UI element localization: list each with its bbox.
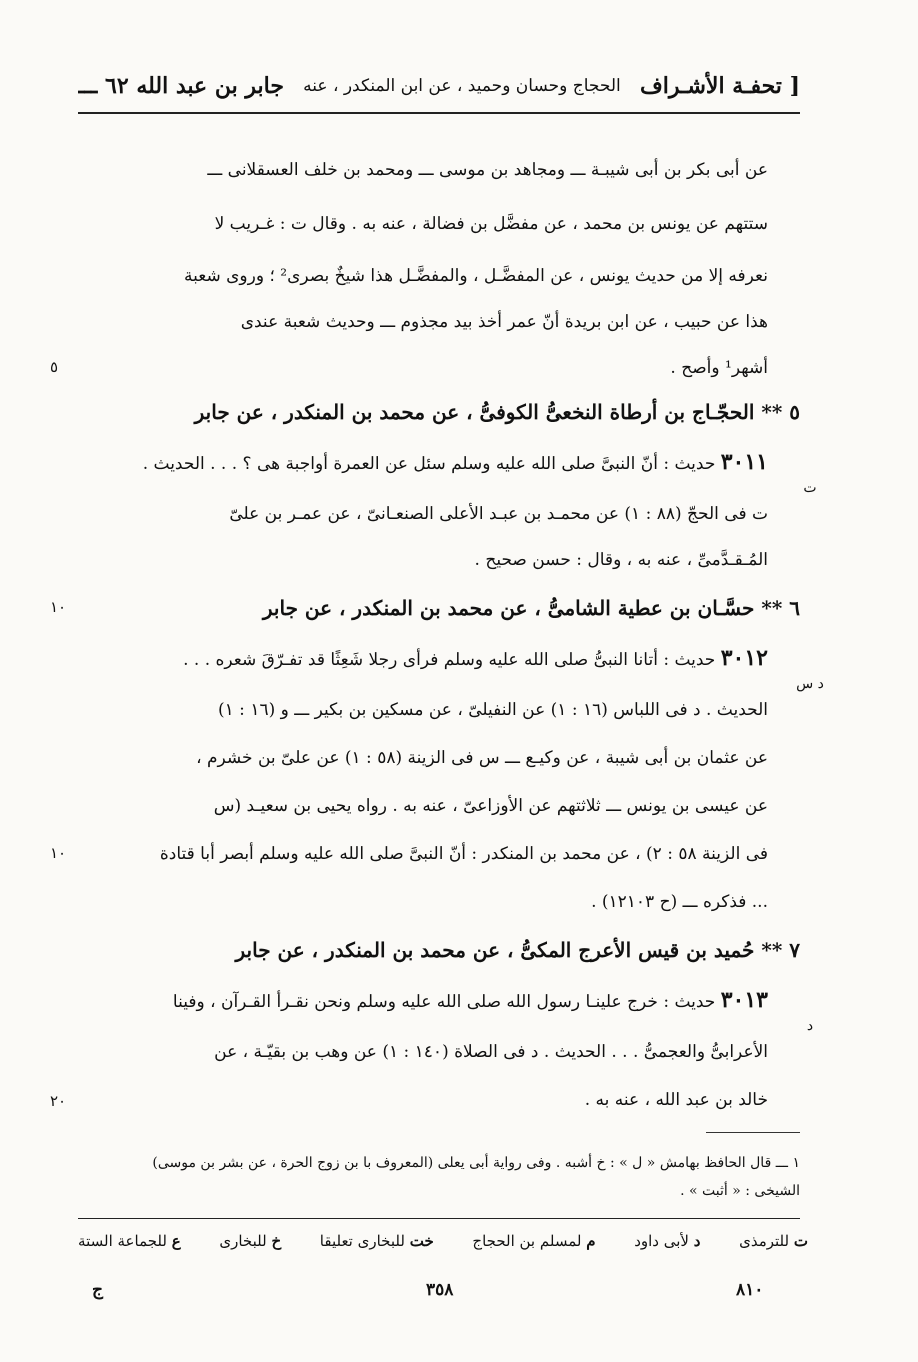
legend-code: خت (409, 1232, 434, 1250)
margin-code: د س (796, 676, 824, 692)
section-heading-text: حسَّـان بن عطية الشامىُّ ، عن محمد بن المنكدر ، عن جابر (262, 596, 755, 620)
legend-item (739, 1232, 808, 1262)
section-heading-text: الحجّـاج بن أرطاة النخعىُّ الكوفىُّ ، عن محمد بن المنكدر ، عن جابر (194, 400, 755, 424)
hadith-line: المُـقـدَّمىِّ ، عنه به ، وقال : حسن صحيح . (474, 550, 768, 570)
line-number: ٥ (50, 358, 59, 376)
legend-text: للترمذى (739, 1232, 790, 1250)
legend-code: ت (793, 1232, 808, 1250)
section-marker: ٧ ** (761, 938, 800, 962)
line-number: ٢٠ (50, 1092, 67, 1110)
legend-text: للجماعة الستة (78, 1232, 167, 1250)
legend-code: د (693, 1232, 701, 1250)
legend-text: لأبى داود (634, 1232, 689, 1250)
hadith-line: الحديث . د فى اللباس (١٦ : ١) عن النفيلىّ ، عن مسكين بن بكير ـــ و (١٦ : ١) (218, 700, 768, 720)
page-number-right: ٨١٠ (736, 1280, 764, 1300)
legend-code: خ (271, 1232, 282, 1250)
margin-code: د (806, 1018, 814, 1034)
hadith-text: حديث : أتانا النبىُّ صلى الله عليه وسلم فرأى رجلا شَعِثًا قد تفـرّقَ شعره . . . (183, 650, 716, 670)
legend-item (78, 1232, 181, 1262)
abbreviation-legend (78, 1232, 808, 1262)
hadith-line: خالد بن عبد الله ، عنه به . (584, 1090, 768, 1110)
hadith-line: عن عثمان بن أبى شيبة ، عن وكيـع ـــ س فى الزينة (٥٨ : ١) عن علىّ بن خشرم ، (196, 748, 768, 768)
hadith-line: ... فذكره ـــ (ح ١٢١٠٣) . (591, 892, 768, 912)
section-heading (78, 930, 800, 970)
hadith-text: حديث : أنّ النبىَّ صلى الله عليه وسلم سئل عن العمرة أواجبة هى ؟ . . . الحديث . (142, 454, 716, 474)
hadith-line: فى الزينة ٥٨ : ٢) ، عن محمد بن المنكدر : أنّ النبىَّ صلى الله عليه وسلم أبصر أبا قتادة (159, 844, 768, 864)
line-number: ١٠ (50, 844, 67, 862)
page-number-center: ٣٥٨ (426, 1280, 454, 1300)
body-line: أشهر¹ وأصح . (670, 358, 768, 378)
legend-text: لمسلم بن الحجاج (472, 1232, 582, 1250)
legend-item (320, 1232, 434, 1262)
footnote-line: ١ ـــ قال الحافظ بهامش « ل » : خ أشبه . وفى رواية أبى يعلى (المعروف با بن زوج الحرة ، عن بشر بن موسى) (152, 1155, 800, 1171)
margin-code: ت (803, 480, 817, 496)
page-number-left: ج (92, 1280, 103, 1300)
line-number: ١٠ (50, 598, 67, 616)
legend-code: م (586, 1232, 596, 1250)
section-marker: ٦ ** (761, 596, 800, 620)
header-middle: الحجاج وحسان وحميد ، عن ابن المنكدر ، عنه (303, 76, 621, 96)
section-marker: ٥ ** (761, 400, 800, 424)
hadith-line: الأعرابىُّ والعجمىُّ . . . الحديث . د فى الصلاة (١٤٠ : ١) عن وهب بن بقيّـة ، عن (214, 1042, 768, 1062)
body-line: ستتهم عن يونس بن محمد ، عن مفضَّل بن فضالة ، عنه به . وقال ت : غـريب لا (214, 214, 768, 234)
footnote-line: الشيخى : « أثبت » . (680, 1183, 800, 1199)
hadith-number: ٣٠١٣ (720, 987, 768, 1013)
hadith-number: ٣٠١١ (720, 449, 768, 475)
body-line: نعرفه إلا من حديث يونس ، عن المفضَّـل ، والمفضَّـل هذا شيخٌ بصرى² ؛ وروى شعبة (184, 266, 768, 286)
hadith-line (78, 980, 768, 1020)
header-left: [ تحفـة الأشـراف (639, 73, 800, 99)
hadith-line: ت فى الحجّ (٨٨ : ١) عن محمـد بن عبـد الأعلى الصنعـانىّ ، عن عمـر بن علىّ (229, 504, 768, 524)
legend-item (634, 1232, 700, 1262)
hadith-number: ٣٠١٢ (720, 645, 768, 671)
hadith-text: حديث : خرج علينـا رسول الله صلى الله عليه وسلم ونحن نقـرأ القـرآن ، وفينا (172, 992, 716, 1012)
section-heading (78, 588, 800, 628)
header-rule (78, 112, 800, 114)
hadith-line: عن عيسى بن يونس ـــ ثلاثتهم عن الأوزاعىّ ، عنه به . رواه يحيى بن سعيـد (س (213, 796, 768, 816)
legend-rule (78, 1218, 800, 1219)
body-line: عن أبى بكر بن أبى شيبـة ـــ ومجاهد بن موسى ـــ ومحمد بن خلف العسقلانى ـــ (207, 160, 768, 180)
section-heading (78, 392, 800, 432)
footnote-rule (706, 1132, 800, 1133)
hadith-line (78, 638, 768, 678)
legend-text: للبخارى (219, 1232, 267, 1250)
section-heading-text: حُميد بن قيس الأعرج المكىُّ ، عن محمد بن المنكدر ، عن جابر (235, 938, 755, 962)
header-right: جابر بن عبد الله ٦٢ ـــ (78, 73, 284, 99)
legend-item (219, 1232, 281, 1262)
hadith-line (78, 442, 768, 482)
body-line: هذا عن حبيب ، عن ابن بريدة أنّ عمر أخذ بيد مجذوم ـــ وحديث شعبة عندى (240, 312, 768, 332)
legend-code: ع (171, 1232, 181, 1250)
running-header (78, 64, 800, 108)
legend-item (472, 1232, 595, 1262)
legend-text: للبخارى تعليقا (319, 1232, 405, 1250)
